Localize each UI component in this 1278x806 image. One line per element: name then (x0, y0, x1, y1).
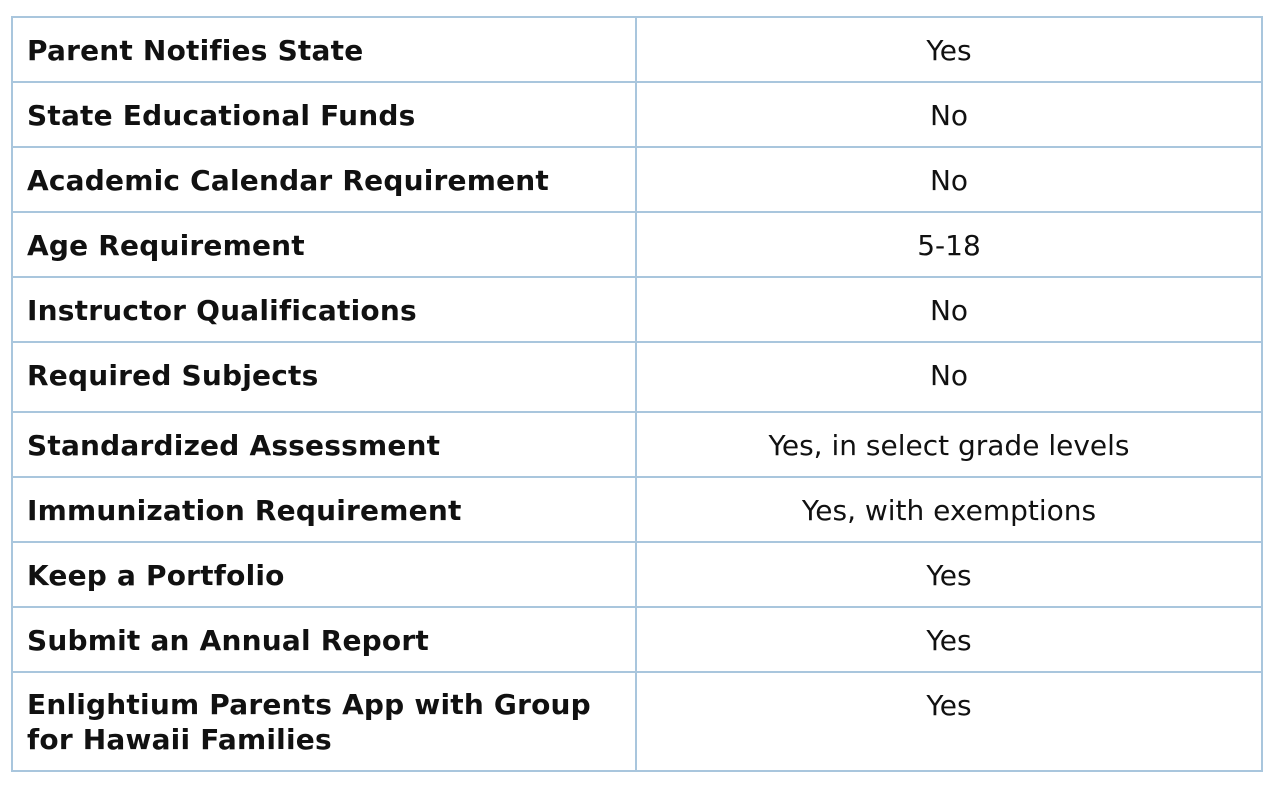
row-value: No (636, 147, 1262, 212)
row-value: Yes (636, 17, 1262, 82)
row-label: Immunization Requirement (12, 477, 636, 542)
table-row (12, 342, 1262, 412)
row-label: Academic Calendar Requirement (12, 147, 636, 212)
table-row (12, 277, 1262, 342)
table-row (12, 607, 1262, 672)
row-value: Yes (636, 542, 1262, 607)
row-value: Yes (636, 672, 1262, 771)
table-row (12, 147, 1262, 212)
table-row (12, 672, 1262, 771)
row-value: Yes (636, 607, 1262, 672)
row-value: 5-18 (636, 212, 1262, 277)
row-label: Keep a Portfolio (12, 542, 636, 607)
row-label: Submit an Annual Report (12, 607, 636, 672)
requirements-table (11, 16, 1263, 772)
row-label: Age Requirement (12, 212, 636, 277)
table-row (12, 212, 1262, 277)
row-value: No (636, 277, 1262, 342)
row-label: Instructor Qualifications (12, 277, 636, 342)
row-label: Standardized Assessment (12, 412, 636, 477)
row-label: Enlightium Parents App with Group for Hawaii Families (12, 672, 636, 771)
row-value: No (636, 82, 1262, 147)
table-row (12, 17, 1262, 82)
table-row (12, 477, 1262, 542)
row-label: Parent Notifies State (12, 17, 636, 82)
row-value: No (636, 342, 1262, 412)
row-label: Required Subjects (12, 342, 636, 412)
row-label: State Educational Funds (12, 82, 636, 147)
row-value: Yes, in select grade levels (636, 412, 1262, 477)
row-value: Yes, with exemptions (636, 477, 1262, 542)
table-row (12, 82, 1262, 147)
table-row (12, 412, 1262, 477)
table-row (12, 542, 1262, 607)
